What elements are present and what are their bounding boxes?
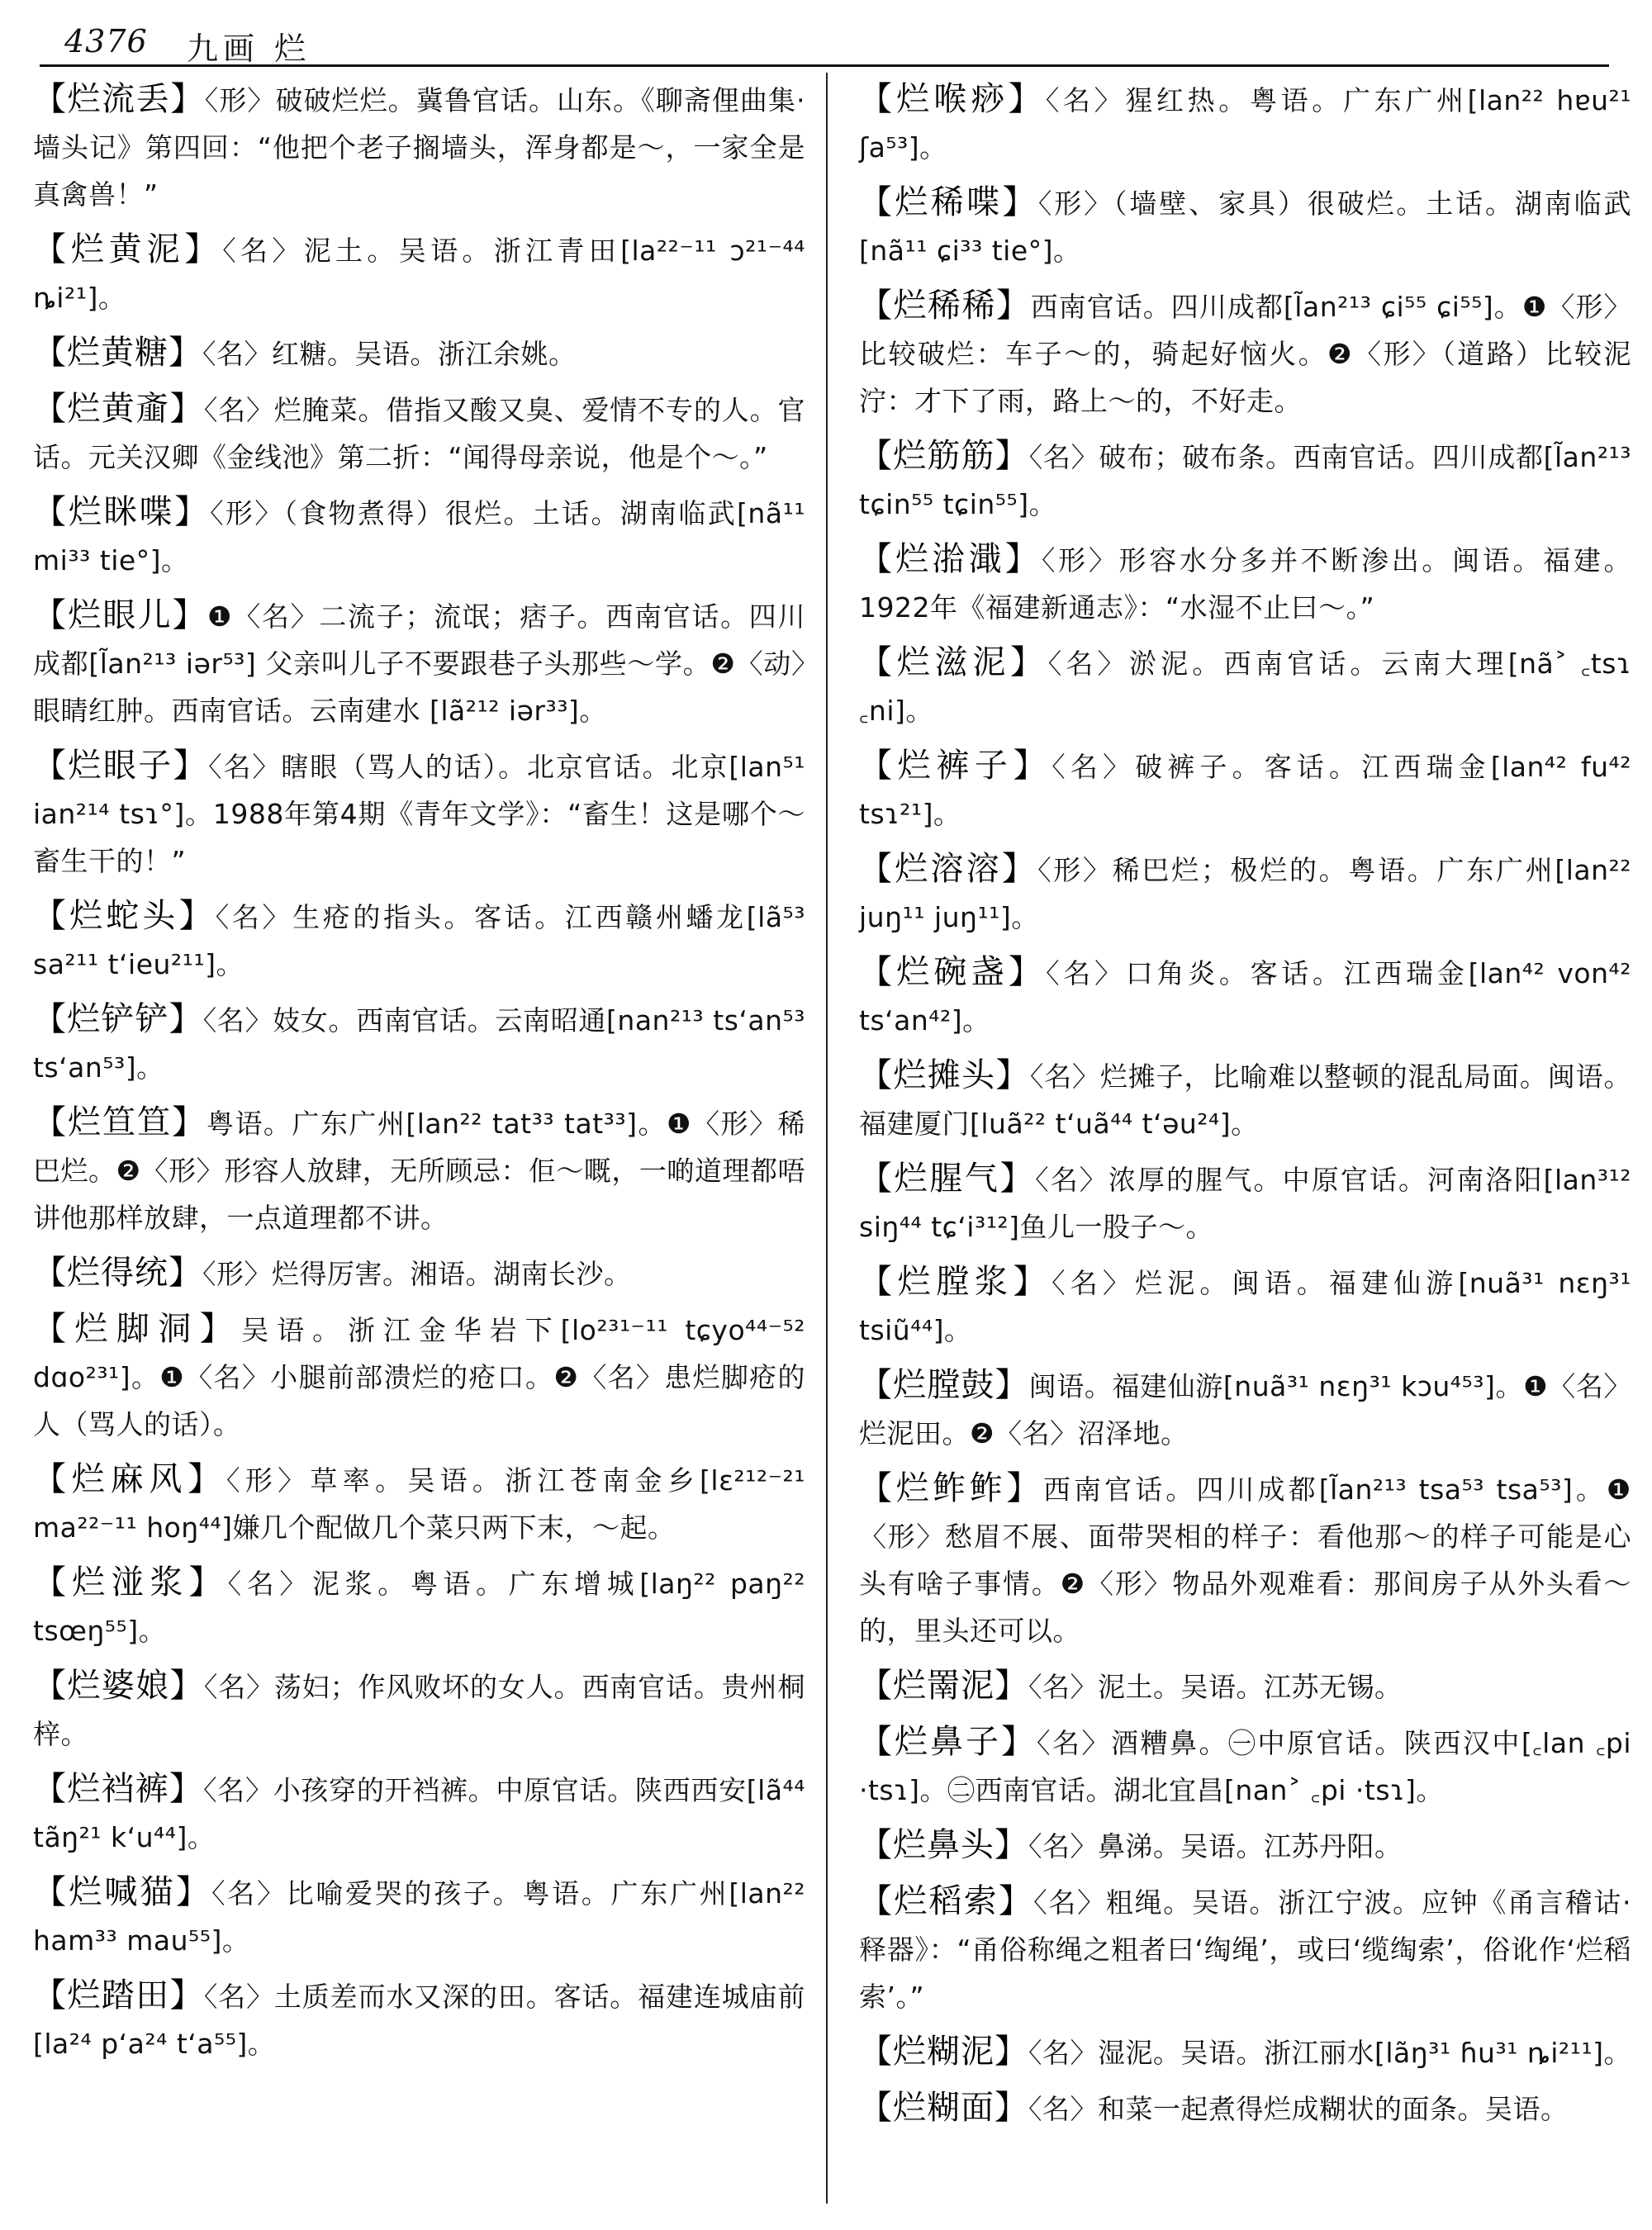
entry-definition: 〈名〉泥土。吴语。江苏无锡。 (1028, 1671, 1403, 1703)
entry-headword: 【烂婆娘】 (33, 1667, 204, 1705)
entry-definition: 〈名〉小孩穿的开裆裤。中原官话。陕西西安[lã⁴⁴ tãŋ²¹ k‘u⁴⁴]。 (33, 1774, 805, 1853)
entry-headword: 【烂踏田】 (33, 1976, 204, 2014)
entry-headword: 【烂眯喋】 (33, 493, 211, 531)
dictionary-entry (33, 386, 805, 481)
entry-headword: 【烂铲铲】 (33, 1000, 203, 1038)
entry-headword: 【烂碗盏】 (859, 953, 1047, 991)
entry-definition: 〈名〉泥浆。粤语。广东增城[laŋ²² paŋ²² tsœŋ⁵⁵]。 (33, 1568, 806, 1647)
entry-headword: 【烂罱泥】 (859, 1667, 1028, 1705)
dictionary-entry (33, 226, 805, 321)
dictionary-entry (859, 639, 1631, 734)
entry-headword: 【烂裤子】 (859, 747, 1052, 785)
dictionary-entry (33, 76, 805, 218)
entry-headword: 【烂稀稀】 (859, 287, 1031, 325)
entry-headword: 【烂膛浆】 (859, 1263, 1052, 1301)
column-divider (826, 73, 828, 2204)
entry-definition: 〈名〉破布；破布条。西南官话。四川成都[l̃an²¹³ tɕin⁵⁵ tɕin⁵⁵]。 (859, 441, 1632, 520)
entry-definition: 闽语。福建仙游[nuã³¹ nɛŋ³¹ kɔu⁴⁵³]。❶〈名〉烂泥田。❷〈名〉沼泽地。 (859, 1370, 1632, 1450)
entry-headword: 【烂得统】 (33, 1254, 202, 1292)
dictionary-entry (859, 536, 1631, 631)
entry-definition: 〈名〉粗绳。吴语。浙江宁波。应钟《甬言稽诂·释器》：“甬俗称绳之粗者曰‘绹绳’，或曰‘缆绹索’，俗讹作‘烂稻索’。” (859, 1886, 1631, 2013)
dictionary-entry (33, 1663, 805, 1758)
entry-headword: 【烂糊泥】 (859, 2033, 1028, 2071)
entry-headword: 【烂鲊鲊】 (859, 1469, 1043, 1507)
dictionary-entry (33, 893, 805, 988)
dictionary-entry (33, 592, 805, 734)
entry-headword: 【烂滋泥】 (859, 643, 1048, 681)
entry-definition: 〈名〉烂摊子，比喻难以整顿的混乱局面。闽语。福建厦门[luã²² t‘uã⁴⁴ t‘əu²⁴]。 (859, 1060, 1632, 1140)
entry-definition: 〈形〉烂得厉害。湘语。湖南长沙。 (202, 1258, 632, 1290)
entry-definition: 〈名〉鼻涕。吴语。江苏丹阳。 (1028, 1830, 1403, 1862)
dictionary-entry (859, 1663, 1631, 1710)
entry-definition: 〈名〉泥土。吴语。浙江青田[la²²⁻¹¹ ɔ²¹⁻⁴⁴ ȵi²¹]。 (33, 235, 805, 314)
entry-definition: 〈名〉荡妇；作风败坏的女人。西南官话。贵州桐梓。 (33, 1671, 806, 1750)
entry-headword: 【烂眼子】 (33, 747, 209, 785)
dictionary-entry (859, 1362, 1631, 1457)
entry-definition: 〈名〉生疮的指头。客话。江西赣州蟠龙[lã⁵³ sa²¹¹ t‘ieu²¹¹]。 (33, 901, 805, 980)
dictionary-entry (859, 1259, 1631, 1354)
dictionary-entry (33, 1099, 805, 1241)
entry-definition: 〈名〉淤泥。西南官话。云南大理[nã˃ ꜀tsɿ ꜀ni]。 (859, 648, 1631, 727)
entry-headword: 【烂裆裤】 (33, 1770, 204, 1808)
entry-definition: 粤语。广东广州[lan²² tat³³ tat³³]。❶〈形〉稀巴烂。❷〈形〉形容人放肆，无所顾忌：佢～嘅，一啲道理都唔讲他那样放肆，一点道理都不讲。 (33, 1108, 805, 1234)
dictionary-entry (859, 1155, 1631, 1250)
entry-definition: 〈名〉红糖。吴语。浙江余姚。 (202, 338, 577, 370)
entry-headword: 【烂湁濈】 (859, 540, 1042, 578)
entry-definition: 〈名〉湿泥。吴语。浙江丽水[lãŋ³¹ ɦu³¹ ȵi²¹¹]。 (1028, 2037, 1631, 2069)
dictionary-entry (859, 1822, 1631, 1870)
entry-headword: 【烂溶溶】 (859, 850, 1038, 888)
entry-headword: 【烂流丢】 (33, 80, 205, 118)
page-number: 4376 (64, 23, 148, 59)
entry-headword: 【烂腥气】 (859, 1160, 1036, 1198)
dictionary-entry (33, 1306, 805, 1448)
entry-headword: 【烂脚洞】 (33, 1310, 242, 1348)
entry-headword: 【烂稻索】 (859, 1882, 1034, 1920)
entry-headword: 【烂膛鼓】 (859, 1366, 1029, 1404)
dictionary-entry (33, 743, 805, 885)
dictionary-entry (859, 846, 1631, 941)
dictionary-entry (859, 949, 1631, 1044)
dictionary-entry (33, 330, 805, 377)
dictionary-entry (859, 282, 1631, 425)
entry-headword: 【烂摊头】 (859, 1056, 1030, 1094)
left-column (33, 76, 805, 2076)
dictionary-entry (33, 1250, 805, 1298)
dictionary-entry (33, 1869, 805, 1964)
entry-definition: 〈名〉口角炎。客话。江西瑞金[lan⁴² von⁴² ts‘an⁴²]。 (859, 957, 1631, 1037)
entry-definition: 〈形〉（食物煮得）很烂。土话。湖南临武[nã¹¹ mi³³ tie°]。 (33, 497, 805, 576)
dictionary-entry (859, 433, 1631, 528)
entry-definition: 〈形〉破破烂烂。冀鲁官话。山东。《聊斋俚曲集·墙头记》第四回：“他把个老子搁墙头，浑身都是～，一家全是真禽兽！” (33, 84, 805, 211)
page-header (40, 18, 1609, 67)
entry-headword: 【烂黄泥】 (33, 230, 223, 268)
dictionary-entry (33, 1972, 805, 2067)
entry-definition: 吴语。浙江金华岩下[lo²³¹⁻¹¹ tɕyo⁴⁴⁻⁵² dɑo²³¹]。❶〈名〉小腿前部溃烂的疮口。❷〈名〉患烂脚疮的人（骂人的话）。 (33, 1314, 805, 1440)
entry-definition: 〈名〉烂腌菜。借指又酸又臭、爱情不专的人。官话。元关汉卿《金线池》第二折：“闻得母亲说，他是个～。” (33, 394, 806, 473)
entry-definition: 西南官话。四川成都[l̃an²¹³ tsa⁵³ tsa⁵³]。❶〈形〉愁眉不展、面带哭相的样子：看他那～的样子可能是心头有啥子事情。❷〈形〉物品外观难看：那间房子从外头看～的，里头还可以。 (859, 1473, 1631, 1647)
entry-definition: 〈形〉稀巴烂；极烂的。粤语。广东广州[lan²² juŋ¹¹ juŋ¹¹]。 (859, 854, 1632, 933)
entry-headword: 【烂眼儿】 (33, 596, 207, 634)
dictionary-entry (859, 76, 1631, 171)
right-column (859, 76, 1631, 2141)
entry-definition: 〈名〉和菜一起煮得烂成糊状的面条。吴语。 (1028, 2093, 1569, 2125)
dictionary-entry (33, 1766, 805, 1861)
entry-headword: 【烂糊面】 (859, 2089, 1028, 2127)
entry-headword: 【烂湴浆】 (33, 1563, 228, 1601)
entry-definition: 〈名〉烂泥。闽语。福建仙游[nuã³¹ nɛŋ³¹ tsiũ⁴⁴]。 (859, 1267, 1632, 1346)
entry-headword: 【烂稀喋】 (859, 183, 1038, 221)
entry-definition: 西南官话。四川成都[l̃an²¹³ ɕi⁵⁵ ɕi⁵⁵]。❶〈形〉比较破烂：车子～的，骑起好恼火。❷〈形〉（道路）比较泥泞：才下了雨，路上～的，不好走。 (859, 291, 1631, 417)
entry-headword: 【烂笪笪】 (33, 1103, 206, 1141)
dictionary-entry (859, 1052, 1631, 1147)
entry-definition: 〈形〉（墙壁、家具）很破烂。土话。湖南临武[nã¹¹ ɕi³³ tie°]。 (859, 187, 1632, 267)
entry-definition: 〈名〉瞎眼（骂人的话）。北京官话。北京[lan⁵¹ ian²¹⁴ tsɿ°]。1988年第4期《青年文学》：“畜生！这是哪个～畜生干的！” (33, 751, 806, 877)
dictionary-entry (859, 1465, 1631, 1654)
entry-headword: 【烂蛇头】 (33, 897, 216, 935)
entry-headword: 【烂鼻子】 (859, 1723, 1037, 1761)
entry-headword: 【烂鼻头】 (859, 1826, 1028, 1864)
entry-definition: ❶〈名〉二流子；流氓；痞子。西南官话。四川成都[l̃an²¹³ iər⁵³] 父亲叫儿子不要跟巷子头那些～学。❷〈动〉眼睛红肿。西南官话。云南建水 [lã²¹² iər³³]。 (33, 600, 805, 727)
entry-headword: 【烂黄糖】 (33, 334, 202, 372)
entry-definition: 〈名〉比喻爱哭的孩子。粤语。广东广州[lan²² ham³³ mau⁵⁵]。 (33, 1877, 806, 1957)
entry-headword: 【烂黄齑】 (33, 390, 204, 428)
dictionary-entry (859, 743, 1631, 837)
section-title: 九画 烂 (187, 31, 311, 67)
dictionary-entry (859, 179, 1631, 274)
dictionary-entry (859, 1878, 1631, 2020)
dictionary-entry (33, 1456, 805, 1551)
entry-headword: 【烂喉痧】 (859, 80, 1046, 118)
entry-definition: 〈名〉浓厚的腥气。中原官话。河南洛阳[lan³¹² siŋ⁴⁴ tɕ‘i³¹²]鱼儿一股子～。 (859, 1164, 1631, 1243)
dictionary-entry (33, 1559, 805, 1654)
entry-definition: 〈名〉酒糟鼻。㊀中原官话。陕西汉中[꜀lan ꜀pi ·tsɿ]。㊁西南官话。湖北宜昌[nan˃ ꜀pi ·tsɿ]。 (859, 1727, 1632, 1806)
entry-headword: 【烂筋筋】 (859, 437, 1029, 475)
entry-definition: 〈形〉草率。吴语。浙江苍南金乡[lɛ²¹²⁻²¹ ma²²⁻¹¹ hoŋ⁴⁴]嫌几个配做几个菜只两下末，～起。 (33, 1464, 805, 1544)
entry-definition: 〈名〉破裤子。客话。江西瑞金[lan⁴² fu⁴² tsɿ²¹]。 (859, 751, 1631, 830)
entry-headword: 【烂喊猫】 (33, 1873, 212, 1911)
entry-definition: 〈形〉形容水分多并不断渗出。闽语。福建。1922年《福建新通志》：“水湿不止曰～。” (859, 544, 1631, 624)
dictionary-entry (859, 2085, 1631, 2133)
dictionary-entry (859, 1719, 1631, 1814)
entry-headword: 【烂麻风】 (33, 1460, 227, 1498)
dictionary-entry (33, 489, 805, 584)
entry-definition: 〈名〉土质差而水又深的田。客话。福建连城庙前[la²⁴ p‘a²⁴ t‘a⁵⁵]。 (33, 1981, 806, 2060)
entry-definition: 〈名〉猩红热。粤语。广东广州[lan²² hɐu²¹ ʃa⁵³]。 (859, 84, 1631, 164)
entry-definition: 〈名〉妓女。西南官话。云南昭通[nan²¹³ ts‘an⁵³ ts‘an⁵³]。 (33, 1004, 806, 1084)
dictionary-entry (859, 2028, 1631, 2076)
dictionary-entry (33, 996, 805, 1091)
